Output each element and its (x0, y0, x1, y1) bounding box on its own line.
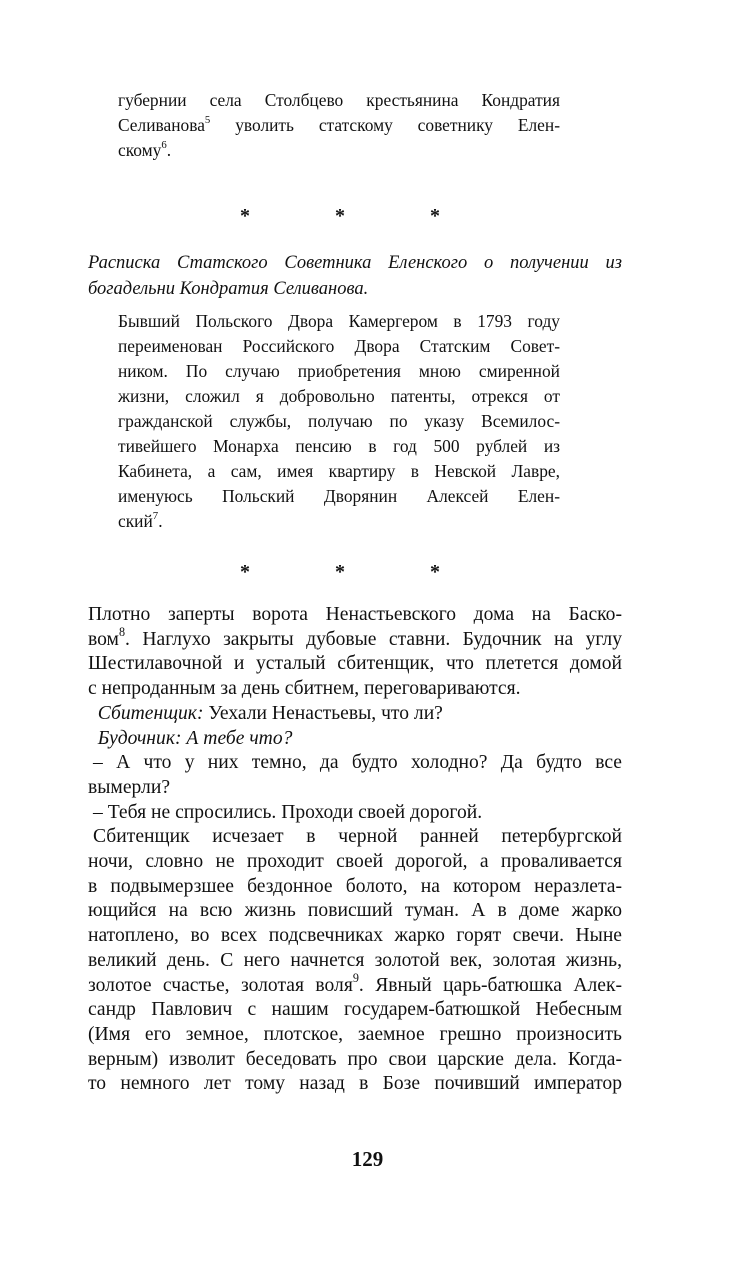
body-line: Сбитенщик исчезает в черной ранней петербургской (93, 826, 622, 848)
body-line: то немного лет тому назад в Бозе почивший император (88, 1073, 622, 1095)
receipt-line: жизни, сложил я добровольно патенты, отрекся от (118, 386, 560, 406)
footnote-ref: 5 (204, 114, 211, 127)
body-line: натоплено, во всех подсвечниках жарко горят свечи. Ныне (88, 925, 622, 947)
document-heading (88, 250, 622, 302)
main-text (88, 603, 622, 1097)
body-line: ночи, словно не проходит своей дорогой, а проваливается (88, 851, 622, 873)
body-line: верным) изволит беседовать про свои царские дела. Когда- (88, 1048, 622, 1070)
footnote-ref: 7 (152, 510, 159, 523)
separator-star: * (240, 561, 250, 583)
body-line: Шестилавочной и усталый сбитенщик, что плетется домой (88, 653, 622, 675)
quote-line: губернии села Столбцево крестьянина Кондратия (118, 90, 560, 110)
receipt-line: ский$^7$. (118, 510, 163, 531)
body-line: великий день. С него начнется золотой век, золотая жизнь, (88, 949, 622, 971)
heading-line: богадельни Кондратия Селиванова. (88, 279, 369, 299)
body-line: золотое счастье, золотая воля$^9$. Явный царь-батюшка Алек- (88, 970, 622, 996)
dialogue-line: – Тебя не спросились. Проходи своей дорогой. (93, 801, 483, 823)
quote-line: Селиванова$^5$ уволить статскому советнику Елен- (118, 114, 560, 135)
page-number: 129 (351, 1147, 384, 1171)
heading-line: Расписка Статского Советника Еленского о получении из (88, 253, 622, 273)
footnote-ref: 6 (161, 139, 167, 152)
body-line: Плотно заперты ворота Ненастьевского дома на Баско- (88, 604, 622, 625)
separator-star: * (240, 205, 250, 227)
body-line: вом$^8$. Наглухо закрыты дубовые ставни. Будочник на углу (88, 624, 622, 650)
receipt-line: переименован Российского Двора Статским Совет- (118, 336, 560, 356)
speaker-label: Будочник: (97, 727, 182, 749)
receipt-line: Бывший Польского Двора Камергером в 1793 году (118, 311, 560, 331)
body-line: ющийся на всю жизнь повисший туман. А в доме жарко (88, 900, 622, 922)
dialogue-line: – А что у них темно, да будто холодно? Да будто все (93, 752, 622, 774)
receipt-line: тивейшего Монарха пенсию в год 500 рублей из (118, 436, 560, 456)
footnote-ref: 9 (352, 970, 359, 985)
separator-star: * (335, 205, 345, 227)
body-line: (Имя его земное, плотское, заемное грешно произносить (88, 1023, 622, 1045)
receipt-text (118, 309, 560, 534)
footnote-ref: 8 (118, 624, 126, 639)
quote-line: скому$^6$. (118, 139, 172, 160)
body-line: в подвымерзшее бездонное болото, на котором неразлета- (88, 875, 622, 897)
section-separator (240, 206, 440, 226)
body-line: с непроданным за день сбитнем, переговариваются. (88, 678, 521, 700)
separator-star: * (335, 561, 345, 583)
dialogue-line: вымерли? (88, 776, 171, 798)
dialogue-line: Сбитенщик: Уехали Ненастьевы, что ли? (97, 702, 443, 724)
receipt-line: именуюсь Польский Дворянин Алексей Елен- (118, 486, 560, 506)
dialogue-line: Будочник: А тебе что? (97, 727, 293, 749)
top-quote (118, 88, 560, 163)
separator-star: * (430, 205, 440, 227)
receipt-line: ником. По случаю приобретения мною смиренной (118, 361, 560, 381)
speaker-label: Сбитенщик: (97, 702, 204, 724)
separator-star: * (430, 561, 440, 583)
receipt-line: Кабинета, а сам, имея квартиру в Невской Лавре, (118, 461, 560, 481)
section-separator (240, 562, 440, 582)
receipt-line: гражданской службы, получаю по указу Всемилос- (118, 411, 560, 431)
body-line: сандр Павлович с нашим государем-батюшкой Небесным (88, 999, 622, 1021)
